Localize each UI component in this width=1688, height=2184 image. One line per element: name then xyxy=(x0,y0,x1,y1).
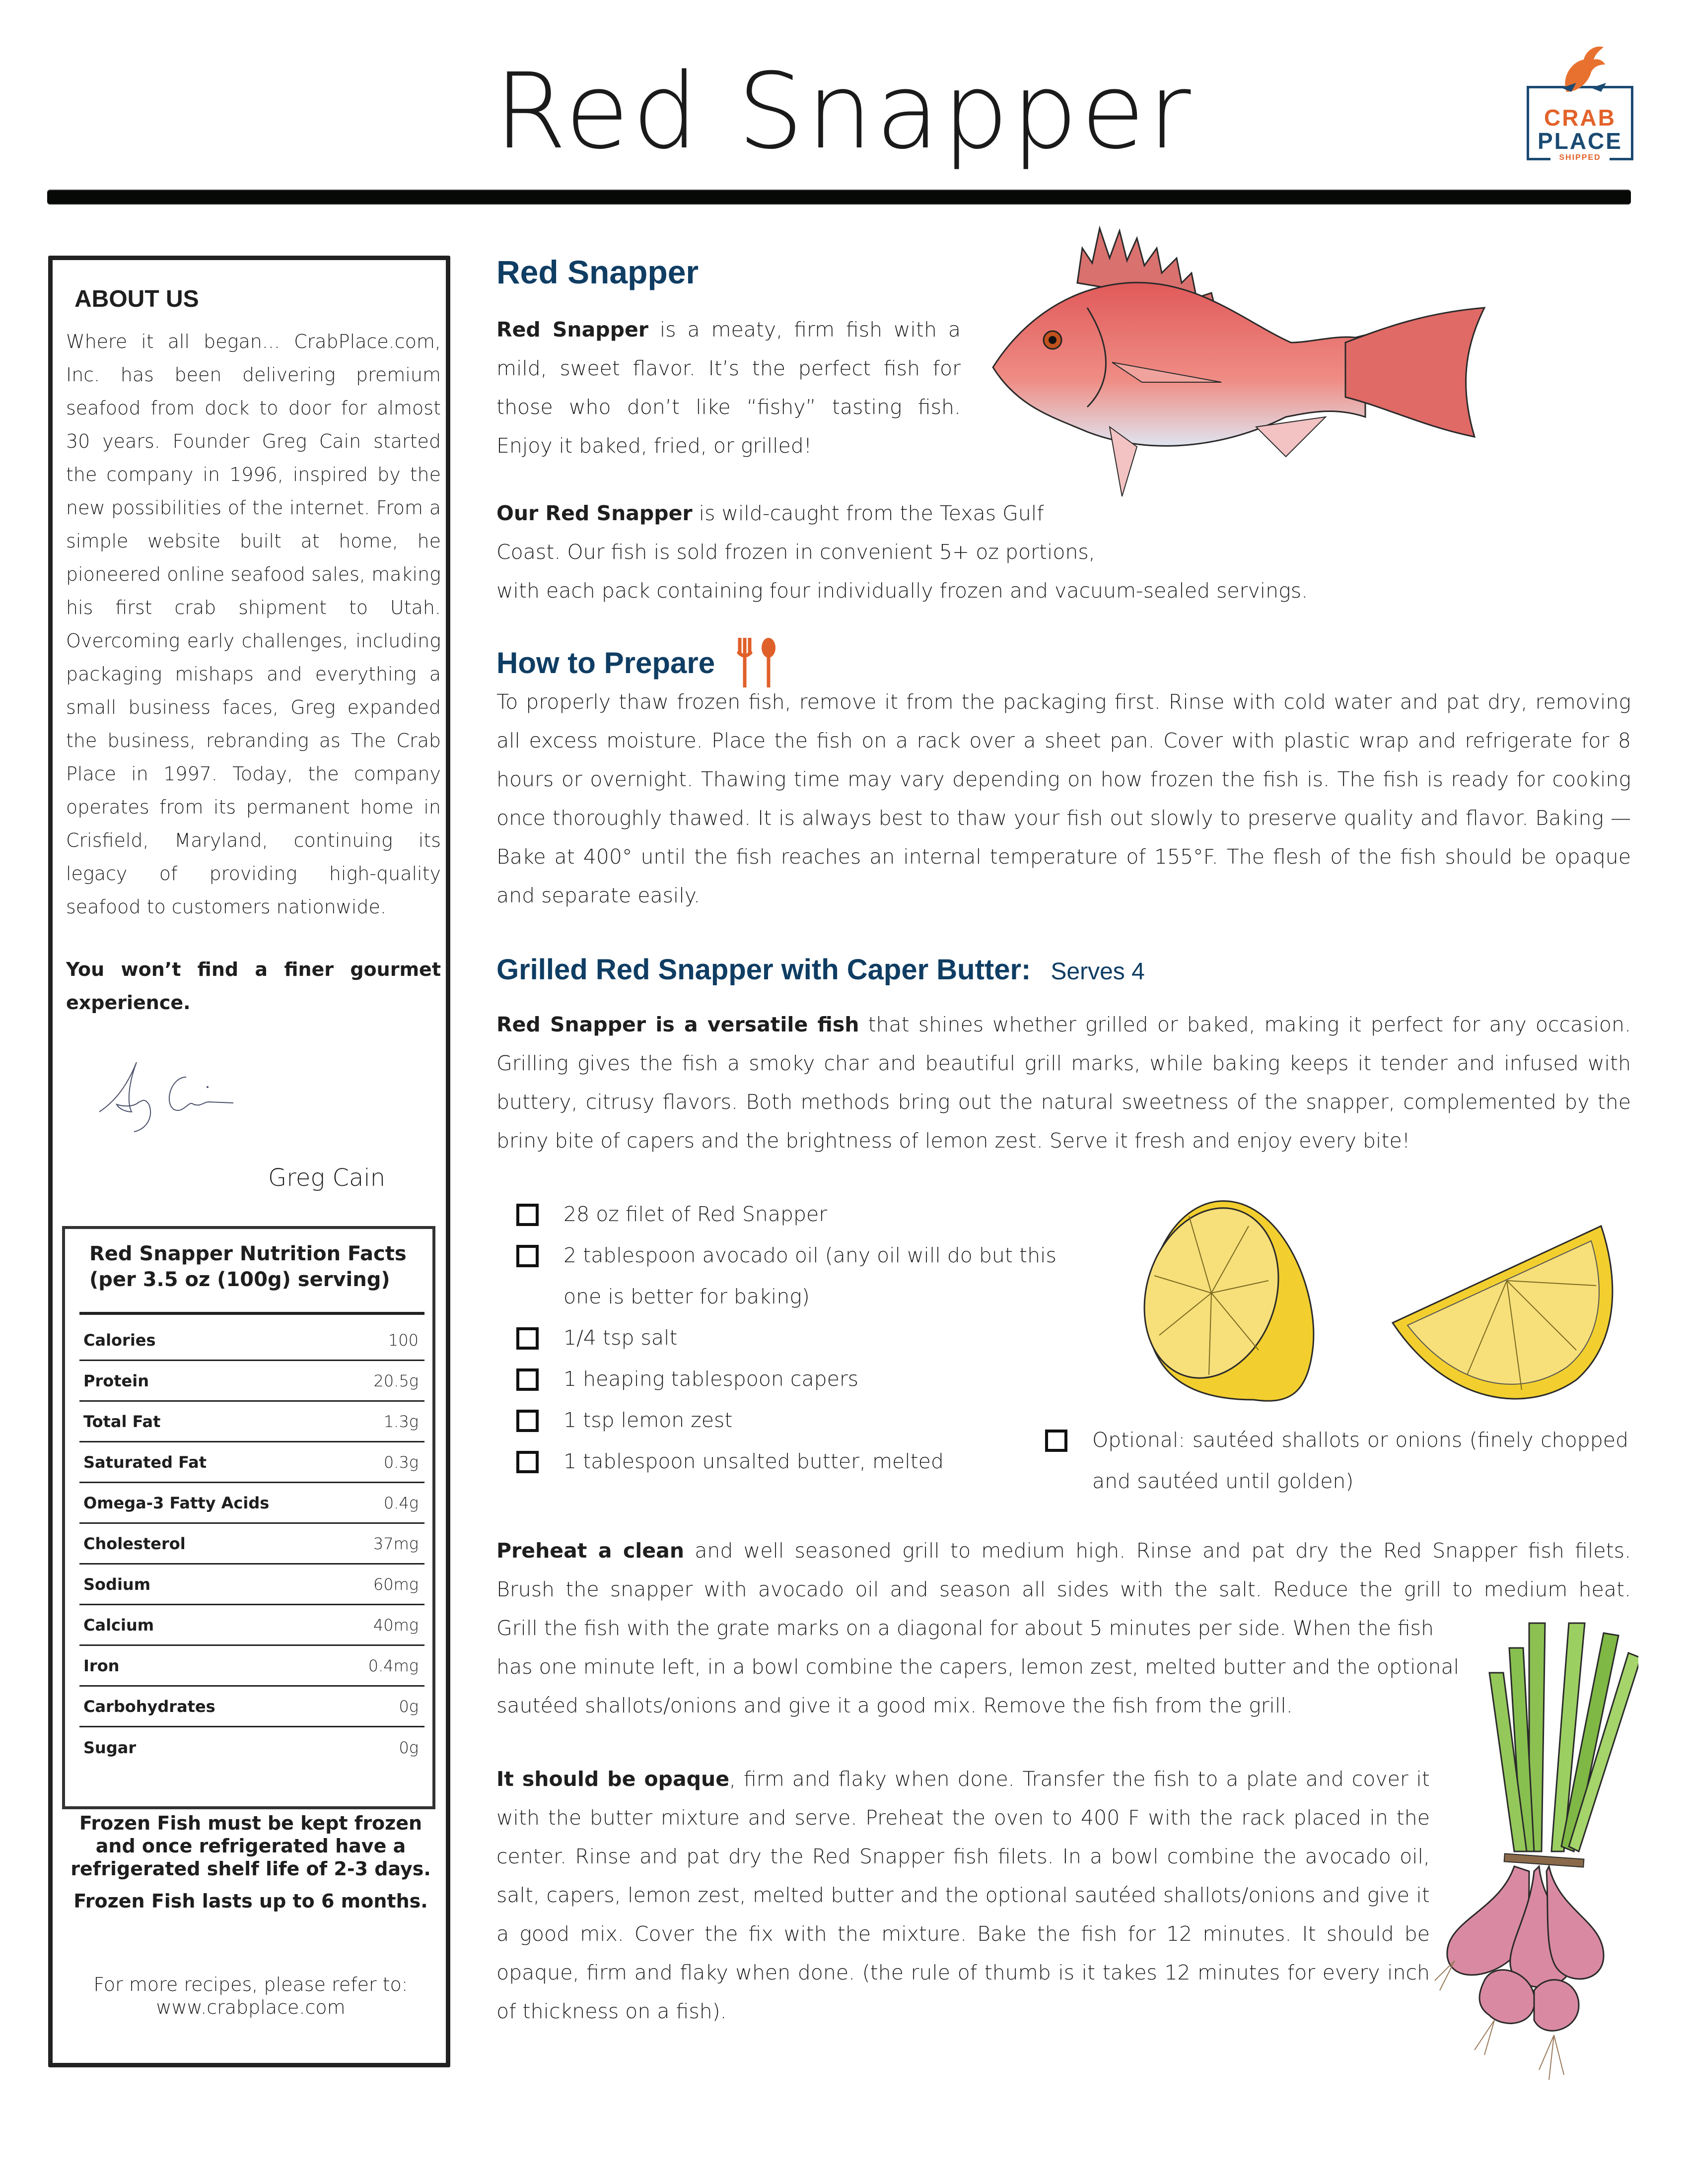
storage-note: Frozen Fish must be kept frozen and once refrigerated have a refrigerated shelf life of 2-3 days. xyxy=(70,1812,431,1880)
lemon-half xyxy=(1129,1190,1314,1401)
nutrition-row xyxy=(79,1565,424,1605)
nutrition-title-line1: Red Snapper Nutrition Facts xyxy=(89,1242,407,1265)
ingredient-checkbox[interactable] xyxy=(516,1245,539,1267)
ingredient-list xyxy=(516,1194,1112,1482)
nutrient-name: Omega-3 Fatty Acids xyxy=(83,1493,270,1512)
signer-name: Greg Cain xyxy=(268,1164,386,1192)
how-to-prepare-text: To properly thaw frozen fish, remove it from the packaging first. Rinse with cold water and pat dry, removing all excess moisture. Place the fish on a rack over a sheet pan. Cover with plastic wrap and refrigerate for 8 hours or overnight. Thawing time may vary depending on how frozen the fish is. The fish is ready for cooking once thoroughly thawed. It is always best to thaw your fish out slowly to preserve quality and flavor. Baking —Bake at 400° until the fish reaches an internal temperature of 155°F. The flesh of the fish should be opaque and separate easily. xyxy=(496,690,1631,907)
crab-claw-icon xyxy=(1556,42,1611,97)
nutrition-row xyxy=(79,1727,424,1768)
ingredient-item xyxy=(516,1441,1112,1482)
nutrition-table xyxy=(79,1320,424,1768)
recipe-intro-text: that shines whether grilled or baked, making it perfect for any occasion. Grilling gives the fish a smoky char and beautiful grill marks, while baking keeps it tender and infused with buttery, citrusy flavors. Both methods bring out the natural sweetness of the snapper, complemented by the briny bite of capers and the brightness of lemon zest. Serve it fresh and enjoy every bite! xyxy=(496,1013,1631,1153)
frozen-shelf-life-note: Frozen Fish lasts up to 6 months. xyxy=(73,1890,428,1912)
fork-spoon-icon xyxy=(735,638,779,687)
more-recipes-text: For more recipes, please refer to: xyxy=(93,1974,408,1995)
nutrition-title xyxy=(89,1241,412,1293)
step1-line1: and well seasoned grill to medium high. Rinse and pat dry the Red Snapper fish filets. xyxy=(684,1539,1631,1563)
website-link[interactable]: www.crabplace.com xyxy=(156,1996,346,2018)
recipe-intro xyxy=(496,1005,1631,1160)
logo-text-crab: CRAB xyxy=(1544,105,1616,131)
logo-text-shipped: SHIPPED xyxy=(1559,153,1601,162)
about-tagline: You won’t find a finer gourmet experience. xyxy=(66,958,441,1014)
more-recipes-note xyxy=(60,1973,442,2019)
recipe-title: Grilled Red Snapper with Caper Butter: xyxy=(496,954,1031,986)
ingredient-label: 1/4 tsp salt xyxy=(563,1326,678,1350)
title-divider xyxy=(47,190,1631,205)
nutrient-value: 0.3g xyxy=(383,1452,419,1472)
nutrition-divider xyxy=(79,1312,424,1315)
step2-text: , firm and flaky when done. Transfer the fish to a plate and cover it with the butter mixture and serve. Preheat the oven to 400 F with the rack placed in the center. Rinse and pat dry the Red Snapper fish filets. In a bowl combine the avocado oil, salt, capers, lemon zest, melted butter and the optional sautéed shallots/onions and give it a good mix. Cover the fix with the mixture. Bake the fish for 12 minutes. It should be opaque, firm and flaky when done. (the rule of thumb is it takes 12 minutes for every inch of thickness on a fish). xyxy=(496,1767,1430,2023)
ingredient-item xyxy=(516,1194,1112,1235)
nutrient-value: 100 xyxy=(388,1330,419,1350)
nutrition-title-line2: (per 3.5 oz (100g) serving) xyxy=(89,1268,390,1291)
ingredient-checkbox[interactable] xyxy=(516,1368,539,1391)
how-to-prepare-title: How to Prepare xyxy=(496,646,715,680)
lemon-wedge xyxy=(1393,1226,1613,1399)
nutrition-row xyxy=(79,1605,424,1646)
nutrient-name: Calories xyxy=(83,1330,156,1350)
nutrient-value: 37mg xyxy=(373,1534,419,1553)
intro-paragraph xyxy=(496,310,961,465)
sourcing-bold: Our Red Snapper xyxy=(496,501,693,525)
nutrient-name: Carbohydrates xyxy=(83,1697,215,1716)
nutrition-row xyxy=(79,1361,424,1402)
recipe-intro-bold: Red Snapper is a versatile fish xyxy=(496,1013,859,1036)
how-to-prepare-heading xyxy=(496,638,779,687)
red-snapper-illustration xyxy=(988,218,1633,566)
tail-fin xyxy=(1345,308,1484,437)
nutrient-value: 0.4mg xyxy=(368,1656,419,1675)
ingredient-label: 1 tablespoon unsalted butter, melted xyxy=(563,1449,944,1473)
ingredient-item xyxy=(516,1235,1112,1317)
nutrient-name: Protein xyxy=(83,1371,149,1390)
step1-line2: Brush the snapper with avocado oil and season all sides with the salt. Reduce the grill to medium heat. xyxy=(496,1577,1631,1601)
sourcing-line3: with each pack containing four individually frozen and vacuum-sealed servings. xyxy=(496,579,1308,603)
signature-image xyxy=(79,1047,238,1137)
lemon-illustration xyxy=(1129,1186,1631,1434)
ingredient-label: 1 heaping tablespoon capers xyxy=(563,1367,859,1391)
nutrient-name: Saturated Fat xyxy=(83,1452,207,1472)
twine xyxy=(1504,1853,1584,1867)
nutrient-name: Cholesterol xyxy=(83,1534,186,1553)
nutrient-name: Total Fat xyxy=(83,1412,161,1431)
nutrition-row xyxy=(79,1442,424,1483)
page-title: Red Snapper xyxy=(494,51,1194,172)
nutrient-value: 20.5g xyxy=(373,1371,419,1390)
intro-bold: Red Snapper xyxy=(496,318,648,341)
ingredient-label: Optional: sautéed shallots or onions (finely chopped and sautéed until golden) xyxy=(1092,1428,1628,1493)
nutrient-value: 60mg xyxy=(373,1574,419,1594)
intro-text: is a meaty, firm fish with a mild, sweet flavor. It’s the perfect fish for those who don’t like “fishy” tasting fish. Enjoy it baked, fried, or grilled! xyxy=(496,318,961,458)
nutrient-value: 0g xyxy=(399,1738,419,1757)
nutrition-row xyxy=(79,1402,424,1442)
ingredient-label: 2 tablespoon avocado oil (any oil will do but this one is better for baking) xyxy=(563,1243,1056,1308)
ingredient-item xyxy=(516,1359,1112,1400)
nutrient-value: 0.4g xyxy=(383,1493,419,1512)
sourcing-line1: is wild-caught from the Texas Gulf xyxy=(692,501,1044,525)
recipe-heading xyxy=(496,953,1145,986)
nutrition-row xyxy=(79,1524,424,1565)
step2-bold: It should be opaque xyxy=(496,1767,730,1791)
nutrient-name: Sugar xyxy=(83,1738,137,1757)
ingredient-checkbox[interactable] xyxy=(516,1327,539,1350)
nutrition-row xyxy=(79,1687,424,1727)
nutrient-name: Iron xyxy=(83,1656,120,1675)
sourcing-line2: Coast. Our fish is sold frozen in convenient 5+ oz portions, xyxy=(496,540,1095,564)
section-title-red-snapper: Red Snapper xyxy=(496,254,699,290)
nutrient-name: Calcium xyxy=(83,1615,154,1635)
step1-bold: Preheat a clean xyxy=(496,1539,685,1563)
ingredient-item xyxy=(516,1400,1112,1441)
onion-bulbs xyxy=(1447,1866,1604,2031)
baking-instructions xyxy=(496,1760,1430,2031)
nutrient-name: Sodium xyxy=(83,1574,151,1594)
nutrition-row xyxy=(79,1483,424,1524)
step1-text: Grill the fish with the grate marks on a diagonal for about 5 minutes per side. When the fish has one minute left, in a bowl combine the capers, lemon zest, melted butter and the optional sautéed shallots/onions and give it a good mix. Remove the fish from the grill. xyxy=(496,1616,1460,1717)
ingredient-checkbox[interactable] xyxy=(516,1410,539,1432)
about-us-heading: ABOUT US xyxy=(74,286,199,312)
crab-place-logo xyxy=(1527,42,1641,166)
ingredient-item xyxy=(516,1317,1112,1359)
ingredient-checkbox[interactable] xyxy=(516,1451,539,1473)
nutrition-row xyxy=(79,1646,424,1687)
nutrition-row xyxy=(79,1320,424,1361)
logo-text-place: PLACE xyxy=(1538,128,1622,154)
onion-greens xyxy=(1489,1623,1638,1851)
ingredient-label: 28 oz filet of Red Snapper xyxy=(563,1202,828,1226)
ingredient-label: 1 tsp lemon zest xyxy=(563,1408,733,1432)
shallots-illustration xyxy=(1415,1613,1638,2110)
ingredient-checkbox[interactable] xyxy=(516,1204,539,1226)
ingredient-checkbox[interactable] xyxy=(1045,1430,1067,1452)
nutrient-value: 1.3g xyxy=(383,1412,419,1431)
nutrient-value: 40mg xyxy=(373,1615,419,1635)
serves-count: Serves 4 xyxy=(1051,958,1145,985)
about-us-text: Where it all began... CrabPlace.com, Inc. has been delivering premium seafood from dock to door for almost 30 years. Founder Greg Cain started the company in 1996, inspired by the new possibilities of the internet. From a simple website built at home, he pioneered online seafood sales, making his first crab shipment to Utah. Overcoming early challenges, including packaging mishaps and everything a small business faces, Greg expanded the business, rebranding as The Crab Place in 1997. Today, the company operates from its permanent home in Crisfield, Maryland, continuing its legacy of providing high-quality seafood to customers nationwide. xyxy=(66,331,441,918)
nutrient-value: 0g xyxy=(399,1697,419,1716)
